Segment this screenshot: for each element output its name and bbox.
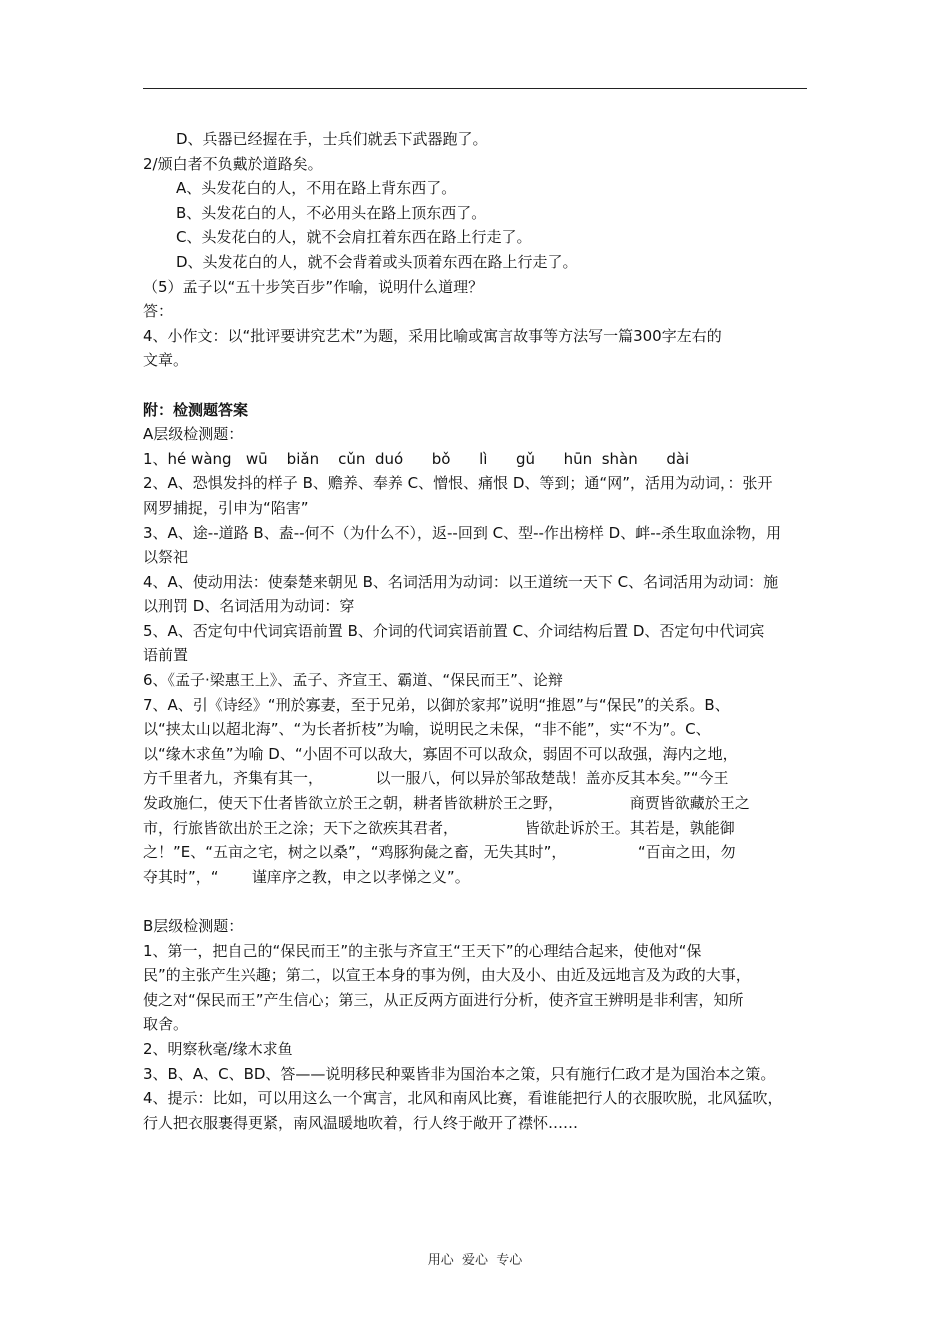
answer-line: 之！”E、“五亩之宅，树之以桑”，“鸡豚狗彘之畜，无失其时”， “百亩之田，勿 [143, 843, 736, 862]
answer-line: 民”的主张产生兴趣；第二，以宣王本身的事为例，由大及小、由近及远地言及为政的大事， [143, 966, 751, 985]
option-line: D、兵器已经握在手，士兵们就丢下武器跑了。 [176, 130, 488, 148]
section-heading: 附：检测题答案 [143, 400, 249, 419]
answer-label: 答： [143, 302, 174, 321]
answer-line: 方千里者九，齐集有其一， 以一服八，何以异於邹敌楚哉！盖亦反其本矣。”“今王 [143, 769, 729, 788]
question-line: （5）孟子以“五十步笑百步”作喻，说明什么道理？ [143, 277, 484, 296]
option-line: D、头发花白的人，就不会背着或头顶着东西在路上行走了。 [176, 252, 578, 271]
answer-line: 以“缘木求鱼”为喻 D、“小固不可以敌大，寡固不可以敌众，弱固不可以敌强，海内之地， [143, 744, 738, 763]
essay-prompt: 4、小作文：以“批评要讲究艺术”为题，采用比喻或寓言故事等方法写一篇300字左右的 [143, 326, 722, 345]
answer-line: 以“挟太山以超北海”、“为长者折枝”为喻，说明民之未保，“非不能”，实“不为”。C、 [143, 720, 711, 739]
answer-line: 以刑罚 D、名词活用为动词：穿 [143, 597, 355, 616]
document-body [143, 127, 811, 1135]
answer-line: 6、《孟子·梁惠王上》、孟子、齐宣王、霸道、“保民而王”、论辩 [143, 671, 563, 690]
answer-line: 3、B、A、C、BD、答——说明移民种粟皆非为国治本之策，只有施行仁政才是为国治本之策。 [143, 1064, 776, 1083]
answer-line: 夺其时”，“ 谨庠序之教，申之以孝悌之义”。 [143, 867, 470, 886]
option-line: B、头发花白的人，不必用头在路上顶东西了。 [176, 203, 487, 222]
answer-line: 4、提示：比如，可以用这么一个寓言，北风和南风比赛，看谁能把行人的衣服吹脱，北风猛吹， [143, 1089, 783, 1108]
page-footer: 用心 爱心 专心 [427, 1253, 523, 1268]
answer-line: 取舍。 [143, 1015, 189, 1034]
answer-line: 3、A、途--道路 B、盍--何不（为什么不），返--回到 C、型--作出榜样 D、衅--杀生取血涂物，用 [143, 523, 782, 542]
answer-line: 发政施仁，使天下仕者皆欲立於王之朝，耕者皆欲耕於王之野， 商贾皆欲藏於王之 [143, 794, 750, 813]
answer-line: 5、A、否定句中代词宾语前置 B、介词的代词宾语前置 C、介词结构后置 D、否定句中代词宾 [143, 621, 765, 640]
answer-line: 使之对“保民而王”产生信心；第三，从正反两方面进行分析，使齐宣王辨明是非利害，知所 [143, 990, 744, 1009]
answer-line: 7、A、引《诗经》“刑於寡妻，至于兄弟，以御於家邦”说明“推恩”与“保民”的关系。B、 [143, 695, 730, 714]
answer-line: 2、A、恐惧发抖的样子 B、赡养、奉养 C、憎恨、痛恨 D、等到；通“网”，活用为动词，：张开 [143, 474, 773, 493]
option-line: C、头发花白的人，就不会肩扛着东西在路上行走了。 [176, 228, 532, 247]
answer-line: 市，行旅皆欲出於王之涂；天下之欲疾其君者， 皆欲赴诉於王。其若是，孰能御 [143, 818, 735, 837]
answer-line: 网罗捕捉，引申为“陷害” [143, 498, 309, 517]
answer-line: 行人把衣服裹得更紧，南风温暖地吹着，行人终于敞开了襟怀…… [143, 1113, 579, 1132]
answer-line: 2、明察秋毫/缘木求鱼 [143, 1039, 293, 1058]
answer-line: 4、A、使动用法：使秦楚来朝见 B、名词活用为动词：以王道统一天下 C、名词活用为动词：施 [143, 572, 779, 591]
pinyin-answer: 1、hé wàng wū biǎn cǔn duó bǒ lì gǔ hūn shàn dài [143, 449, 690, 468]
question-line: 2/颁白者不负戴於道路矣。 [143, 154, 323, 173]
essay-prompt-cont: 文章。 [143, 351, 189, 370]
level-heading: B层级检测题： [143, 917, 244, 935]
blank-line [143, 889, 811, 914]
answer-line: 语前置 [143, 646, 189, 665]
header-rule [143, 88, 807, 89]
option-line: A、头发花白的人，不用在路上背东西了。 [176, 179, 457, 198]
level-heading: A层级检测题： [143, 425, 244, 444]
blank-line [143, 373, 811, 398]
answer-line: 以祭祀 [143, 548, 189, 567]
answer-line: 1、第一，把自己的“保民而王”的主张与齐宣王“王天下”的心理结合起来，使他对“保 [143, 941, 702, 960]
